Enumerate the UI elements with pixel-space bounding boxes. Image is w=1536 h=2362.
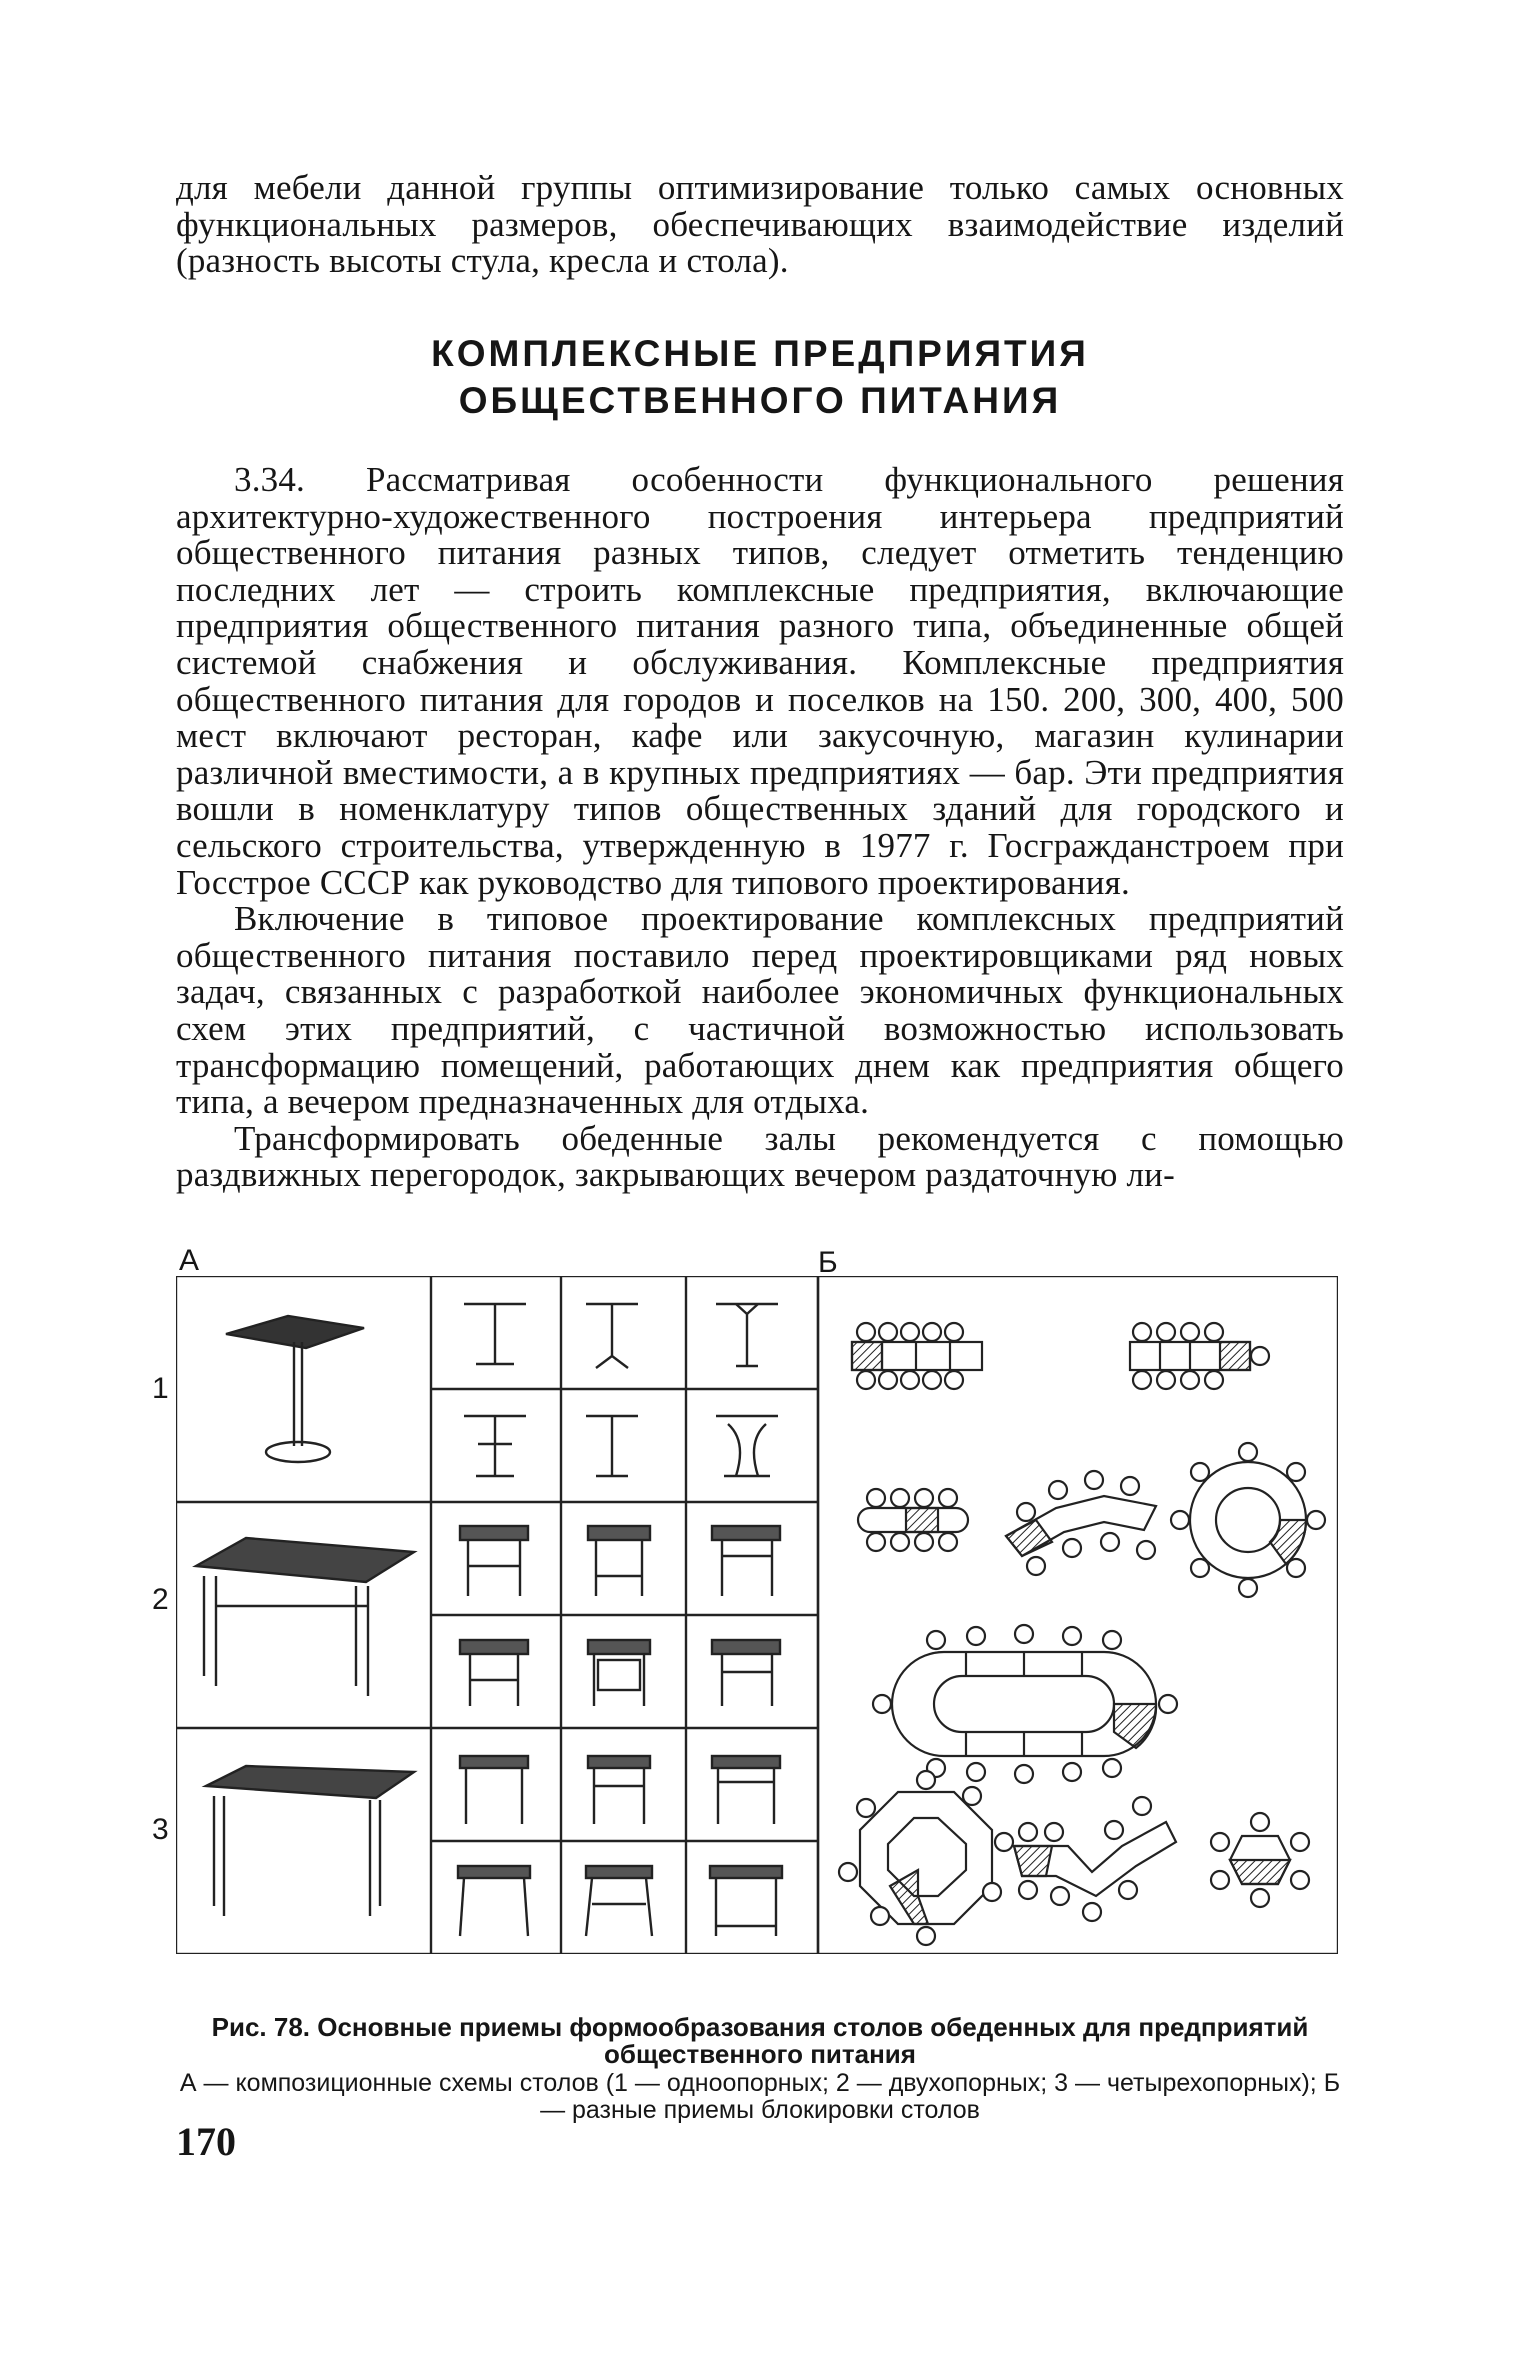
figure-caption-title: Рис. 78. Основные приемы формообразования столов обеденных для предприятий общественного питания	[211, 2012, 1309, 2069]
row-label-2: 2	[152, 1583, 169, 1616]
table-blocking-schemes	[839, 1323, 1325, 1945]
row-label-3: 3	[152, 1813, 169, 1846]
figure-78	[176, 1276, 1338, 1954]
paragraph-3-34: 3.34. Рассматривая особенности функционального решения архитектурно-художественного построения интерьера предприятий общественного питания разных типов, следует отметить тенденцию последних лет — строить комплексные предприятия, включающие предприятия общественного питания разного типа, объединенные общей системой снабжения и обслуживания. Комплексные предприятия общественного питания для городов и поселков на 150. 200, 300, 400, 500 мест включают ресторан, кафе или закусочную, магазин кулинарии различной вместимости, а в крупных предприятиях — бар. Эти предприятия вошли в номенклатуру типов общественных зданий для городского и сельского строительства, утвержденную в 1977 г. Госгражданстроем при Госстрое СССР как руководство для типового проектирования.	[176, 460, 1344, 902]
four-support-variants	[458, 1756, 782, 1936]
row-label-1: 1	[152, 1372, 169, 1405]
paragraph-transform: Трансформировать обеденные залы рекомендуется с помощью раздвижных перегородок, закрывающих вечером раздаточную ли-	[176, 1118, 1344, 1195]
section-heading-line2: ОБЩЕСТВЕННОГО ПИТАНИЯ	[458, 380, 1062, 421]
page-number: 170	[176, 2119, 236, 2164]
paragraph-inclusion: Включение в типовое проектирование комплексных предприятий общественного питания поставило перед проектировщиками ряд новых задач, связанных с разработкой наиболее экономичных функциональных схем этих предприятий, с частичной возможностью использовать трансформацию помещений, работающих днем как предприятия общего типа, а вечером предназначенных для отдыха.	[176, 899, 1344, 1122]
intro-paragraph: для мебели данной группы оптимизирование только самых основных функциональных размеров, обеспечивающих взаимодействие изделий (разность высоты стула, кресла и стола).	[176, 168, 1344, 281]
two-support-table-drawing	[196, 1538, 414, 1696]
single-support-table-drawing	[226, 1316, 364, 1462]
four-support-table-drawing	[206, 1766, 414, 1916]
figure-caption-legend: А — композиционные схемы столов (1 — одноопорных; 2 — двухопорных; 3 — четырехопорных); Б — разные приемы блокировки столов	[179, 2069, 1341, 2124]
figure-label-a: А	[179, 1244, 200, 1277]
figure-label-b: Б	[818, 1246, 838, 1279]
body-text	[176, 462, 1344, 1194]
section-heading-line1: КОМПЛЕКСНЫЕ ПРЕДПРИЯТИЯ	[431, 333, 1089, 374]
